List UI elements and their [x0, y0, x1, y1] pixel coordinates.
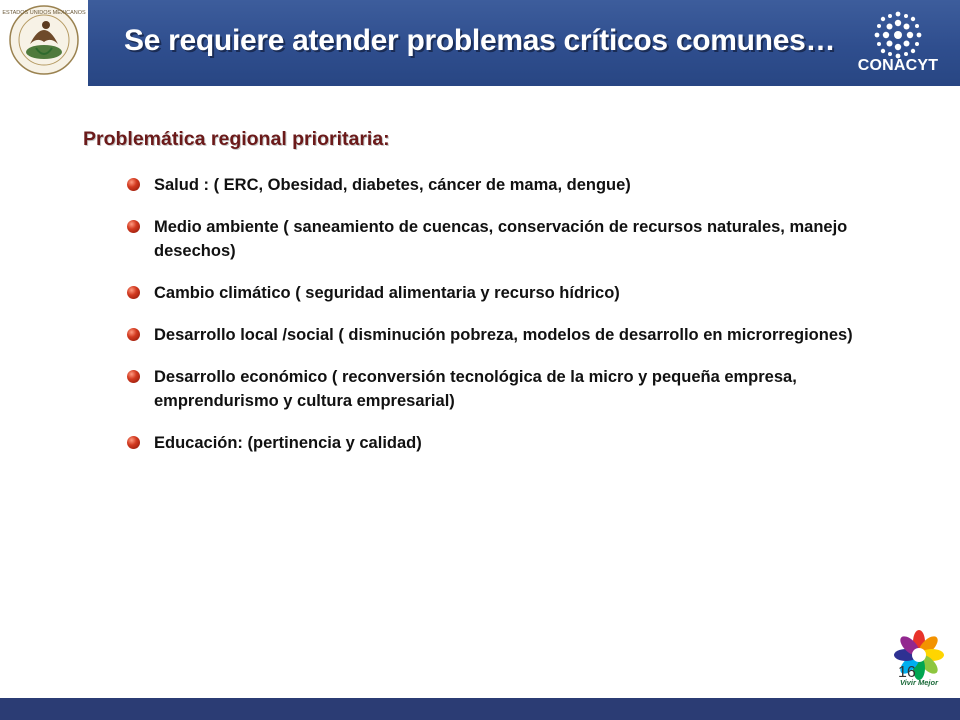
conacyt-logo-text: CONACYT — [857, 57, 939, 74]
bullet-item — [126, 215, 866, 263]
seal-text: ESTADOS UNIDOS MEXICANOS — [2, 10, 86, 16]
bullet-text: Educación: (pertinencia y calidad) — [154, 434, 422, 452]
bullet-item — [126, 431, 866, 455]
bullet-icon — [127, 328, 140, 341]
bullet-list — [126, 173, 866, 473]
bullet-icon — [127, 286, 140, 299]
bullet-icon — [127, 436, 140, 449]
bullet-text: Salud : ( ERC, Obesidad, diabetes, cáncer de mama, dengue) — [154, 176, 631, 194]
slide-title: Se requiere atender problemas críticos comunes… — [124, 24, 836, 57]
bullet-item — [126, 173, 866, 197]
vivir-mejor-logo-text: Vivir Mejor — [899, 678, 939, 687]
bullet-icon — [127, 178, 140, 191]
section-subheading: Problemática regional prioritaria: — [83, 128, 390, 150]
bullet-text: Desarrollo local /social ( disminución pobreza, modelos de desarrollo en microrregiones) — [154, 326, 853, 344]
bullet-icon — [127, 220, 140, 233]
bullet-text: Medio ambiente ( saneamiento de cuencas, conservación de recursos naturales, manejo desechos) — [154, 218, 848, 260]
bullet-icon — [127, 370, 140, 383]
bullet-item — [126, 365, 866, 413]
mexican-seal-icon — [2, 4, 86, 76]
footer-band — [0, 698, 960, 720]
bullet-text: Cambio climático ( seguridad alimentaria y recurso hídrico) — [154, 284, 620, 302]
page-number: 16 — [898, 664, 916, 681]
bullet-item — [126, 281, 866, 305]
bullet-text: Desarrollo económico ( reconversión tecnológica de la micro y pequeña empresa, emprendurismo y cultura empresarial) — [154, 368, 797, 410]
bullet-item — [126, 323, 866, 347]
